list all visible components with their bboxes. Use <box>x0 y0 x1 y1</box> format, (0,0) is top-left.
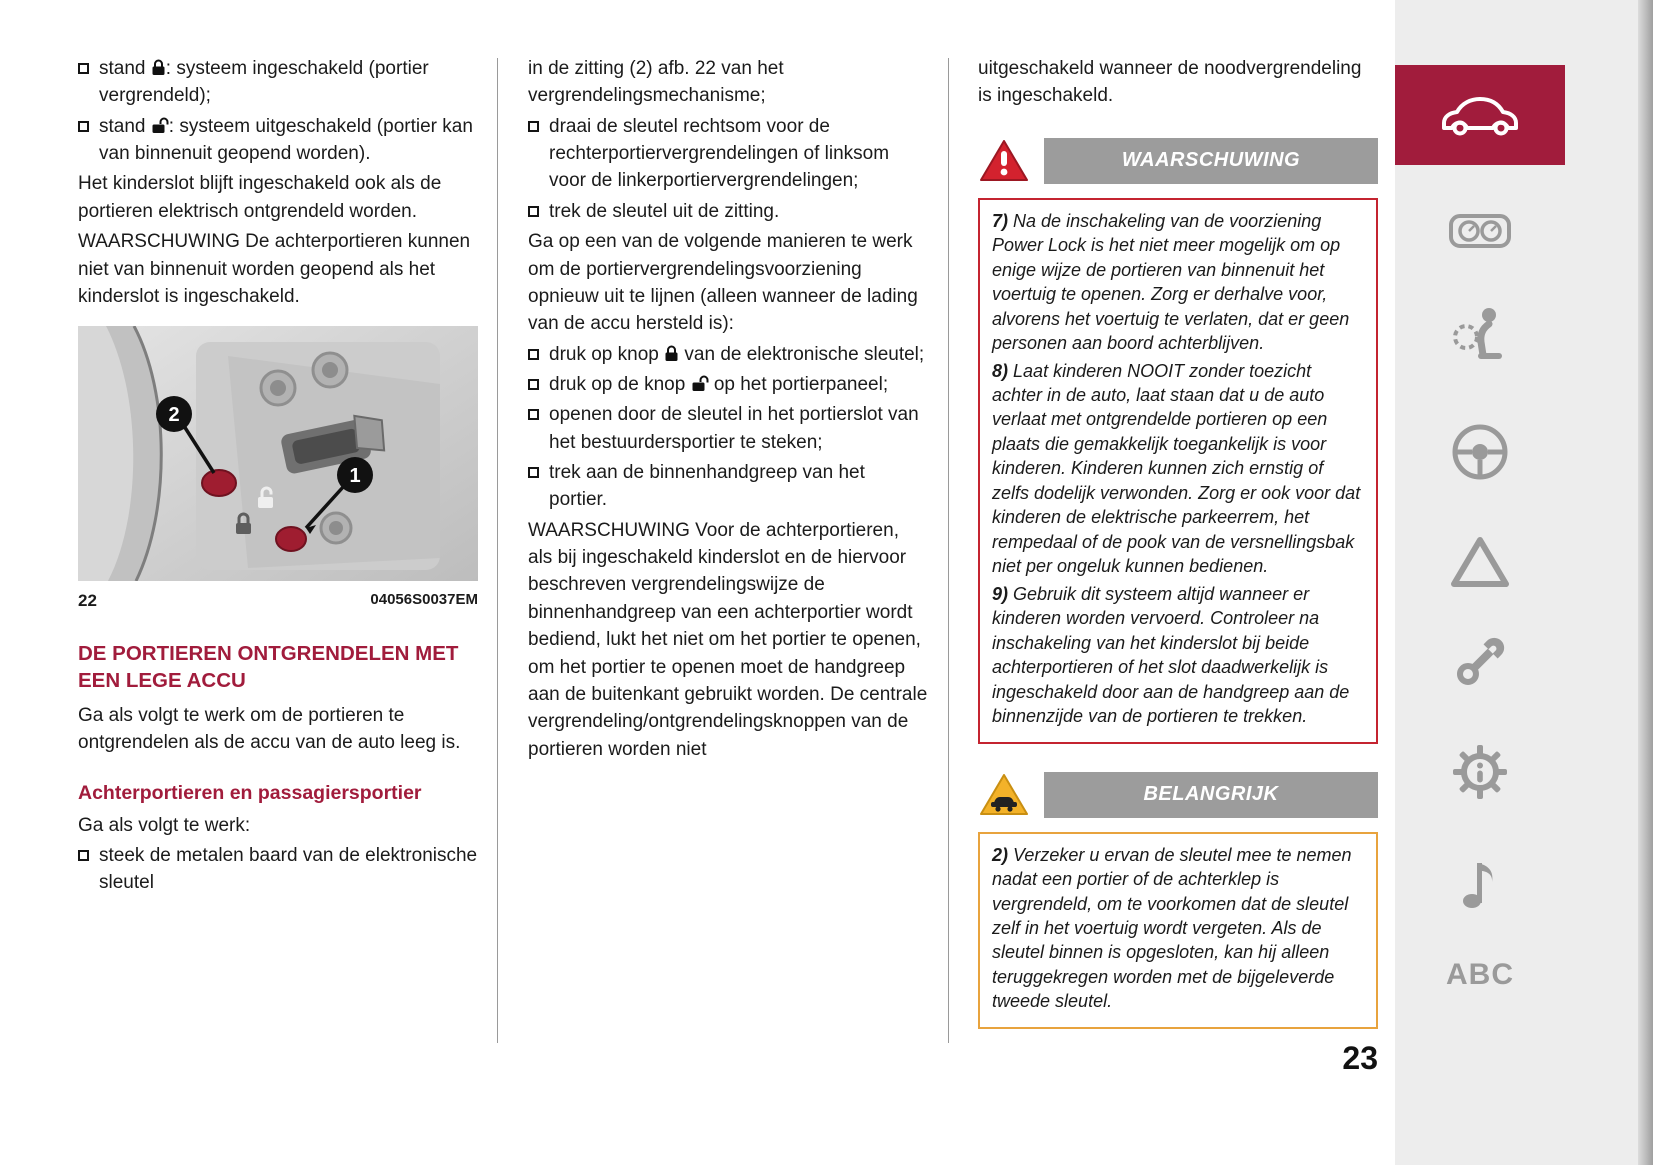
sub-heading: Achterportieren en passagiersportier <box>78 781 422 804</box>
sidebar-item-emergency <box>1395 535 1565 589</box>
paragraph: Het kinderslot blijft ingeschakeld ook als de portieren elektrisch ontgrendeld worden. <box>78 173 442 222</box>
warning-icon-cell <box>978 138 1044 184</box>
bullet-square-icon <box>528 409 539 420</box>
bullet-text: stand : systeem ingeschakeld (portier vergrendeld); <box>99 58 429 107</box>
bullet-text: openen door de sleutel in het portierslot van het bestuurdersportier te steken; <box>549 404 919 453</box>
figure-code: 04056S0037EM <box>370 591 478 609</box>
bullet-square-icon <box>528 467 539 478</box>
warning-box <box>978 198 1378 744</box>
paragraph-warning-note: WAARSCHUWING Voor de achterportieren, als bij ingeschakeld kinderslot en de hiervoor beschreven vergrendelingswijze de binnenhandgreep van een achterportier wordt bediend, lukt het niet om het portier te openen, om het portier te openen moet de handgreep aan de buitenkant gebruikt worden. De centrale vergrendeling/ontgrendelingsknoppen van de portieren worden niet <box>528 519 928 760</box>
page-number: 23 <box>1342 1040 1378 1076</box>
sidebar-item-safety <box>1395 303 1565 361</box>
sidebar-item-technical-info <box>1395 743 1565 801</box>
paragraph: Ga als volgt te werk: <box>78 814 251 836</box>
warning-header-bar <box>978 138 1378 184</box>
sidebar-item-index <box>1395 958 1565 992</box>
sidebar-item-maintenance <box>1395 633 1565 691</box>
section-heading: DE PORTIEREN ONTGRENDELEN MET EEN LEGE ACCU <box>78 641 459 692</box>
bullet-item <box>528 401 928 456</box>
warning-title-cell <box>1044 138 1378 184</box>
bullet-text: druk op knop van de elektronische sleutel; <box>549 343 925 365</box>
bullet-text: steek de metalen baard van de elektronische sleutel <box>99 844 478 894</box>
paragraph: in de zitting (2) afb. 22 van het vergrendelingsmechanisme; <box>528 58 784 107</box>
column-divider <box>497 58 498 1043</box>
warning-item: 9) Gebruik dit systeem altijd wanneer er kinderen worden vervoerd. Controleer na inschakeling van het kinderslot bij beide achterportieren of het slot daadwerkelijk is ingeschakeld door aan de handgreep aan de binnenzijde van de portieren te trekken. <box>992 583 1350 727</box>
important-item: 2) Verzeker u ervan de sleutel mee te nemen nadat een portier of de achterklep is vergrendeld, om te voorkomen dat de sleutel zelf in het voertuig wordt vergeten. Als de sleutel binnen is opgesloten, kan hij alleen teruggekregen worden met de bijgeleverde tweede sleutel. <box>992 844 1352 1012</box>
sidebar-item-dashboard <box>1395 206 1565 256</box>
warning-title: WAARSCHUWING <box>1121 149 1301 172</box>
paragraph: Ga als volgt te werk om de portieren te ontgrendelen als de accu van de auto leeg is. <box>78 704 461 754</box>
warning-triangle-outline-icon <box>1450 535 1510 589</box>
important-triangle-icon <box>978 772 1030 818</box>
abc-index-label: ABC <box>1446 958 1514 991</box>
column-1 <box>78 55 478 900</box>
info-gear-icon <box>1451 743 1509 801</box>
bullet-item <box>78 113 478 168</box>
column-2 <box>528 55 928 766</box>
page-edge-shading <box>1638 0 1653 1165</box>
bullet-item <box>528 113 928 195</box>
figure-caption <box>78 581 478 613</box>
callout-1: 1 <box>349 465 361 488</box>
chapter-sidebar <box>1395 0 1653 1165</box>
important-icon-cell <box>978 772 1044 818</box>
bullet-text: trek aan de binnenhandgreep van het portier. <box>549 462 865 511</box>
important-box <box>978 832 1378 1029</box>
bullet-square-icon <box>78 121 89 132</box>
wrench-icon <box>1451 633 1509 691</box>
figure-number: 22 <box>78 591 97 611</box>
lock-open-icon <box>151 117 169 134</box>
steering-wheel-icon <box>1450 422 1510 482</box>
bullet-item <box>528 341 928 368</box>
airbag-person-icon <box>1451 303 1509 361</box>
sidebar-item-driving <box>1395 422 1565 482</box>
bullet-text: draai de sleutel rechtsom voor de rechterportiervergrendelingen of linksom voor de linkerportiervergrendelingen; <box>549 115 890 192</box>
bullet-text: trek de sleutel uit de zitting. <box>549 200 780 222</box>
lock-closed-icon <box>664 345 679 362</box>
important-title: BELANGRIJK <box>1143 783 1279 806</box>
bullet-item <box>528 459 928 514</box>
instrument-panel-icon <box>1448 206 1512 256</box>
warning-item: 8) Laat kinderen NOOIT zonder toezicht achter in de auto, laat staan dat u de auto verlaat met ontgrendelde portieren op een plaats die gemakkelijk toegankelijk is voor kinderen. Kinderen kunnen zich ernstig of zelfs dodelijk verwonden. Zorg er ook voor dat kinderen de elektrische parkeerrem, het rempedaal of de pook van de versnellingsbak niet per ongeluk kunnen bedienen. <box>992 360 1361 577</box>
bullet-square-icon <box>528 206 539 217</box>
paragraph: Ga op een van de volgende manieren te werk om de portiervergrendelingsvoorziening opnieuw uit te lijnen (alleen wanneer de lading van de accu hersteld is): <box>528 231 918 335</box>
bullet-text: stand : systeem uitgeschakeld (portier kan van binnenuit geopend worden). <box>99 115 473 165</box>
figure-door-lock <box>78 326 478 613</box>
warning-item: 7) Na de inschakeling van de voorziening Power Lock is het niet meer mogelijk om op enige wijze de portieren van binnenuit het voertuig te openen. Zorg er derhalve voor, alvorens het voertuig te verlaten, dat er geen personen aan boord achterblijven. <box>992 210 1350 354</box>
bullet-item <box>528 198 928 225</box>
lock-closed-icon <box>151 59 166 76</box>
paragraph: uitgeschakeld wanneer de noodvergrendeling is ingeschakeld. <box>978 58 1362 107</box>
door-lock-photo <box>78 326 478 581</box>
sidebar-item-multimedia <box>1395 853 1565 911</box>
bullet-item <box>78 55 478 110</box>
bullet-square-icon <box>528 121 539 132</box>
callout-2: 2 <box>168 404 180 427</box>
important-title-cell <box>1044 772 1378 818</box>
warning-triangle-icon <box>978 138 1030 184</box>
column-3 <box>978 55 1378 1029</box>
music-note-icon <box>1458 853 1502 911</box>
car-icon <box>1438 92 1522 138</box>
bullet-item <box>78 842 478 897</box>
lock-open-icon <box>691 375 709 392</box>
bullet-square-icon <box>528 379 539 390</box>
bullet-text: druk op de knop op het portierpaneel; <box>549 373 889 395</box>
important-header-bar <box>978 772 1378 818</box>
bullet-square-icon <box>78 850 89 861</box>
sidebar-item-car-active <box>1395 65 1565 165</box>
bullet-square-icon <box>528 349 539 360</box>
bullet-square-icon <box>78 63 89 74</box>
column-divider <box>948 58 949 1043</box>
paragraph-warning-note: WAARSCHUWING De achterportieren kunnen niet van binnenuit worden geopend als het kinderslot is ingeschakeld. <box>78 231 471 307</box>
bullet-item <box>528 371 928 398</box>
